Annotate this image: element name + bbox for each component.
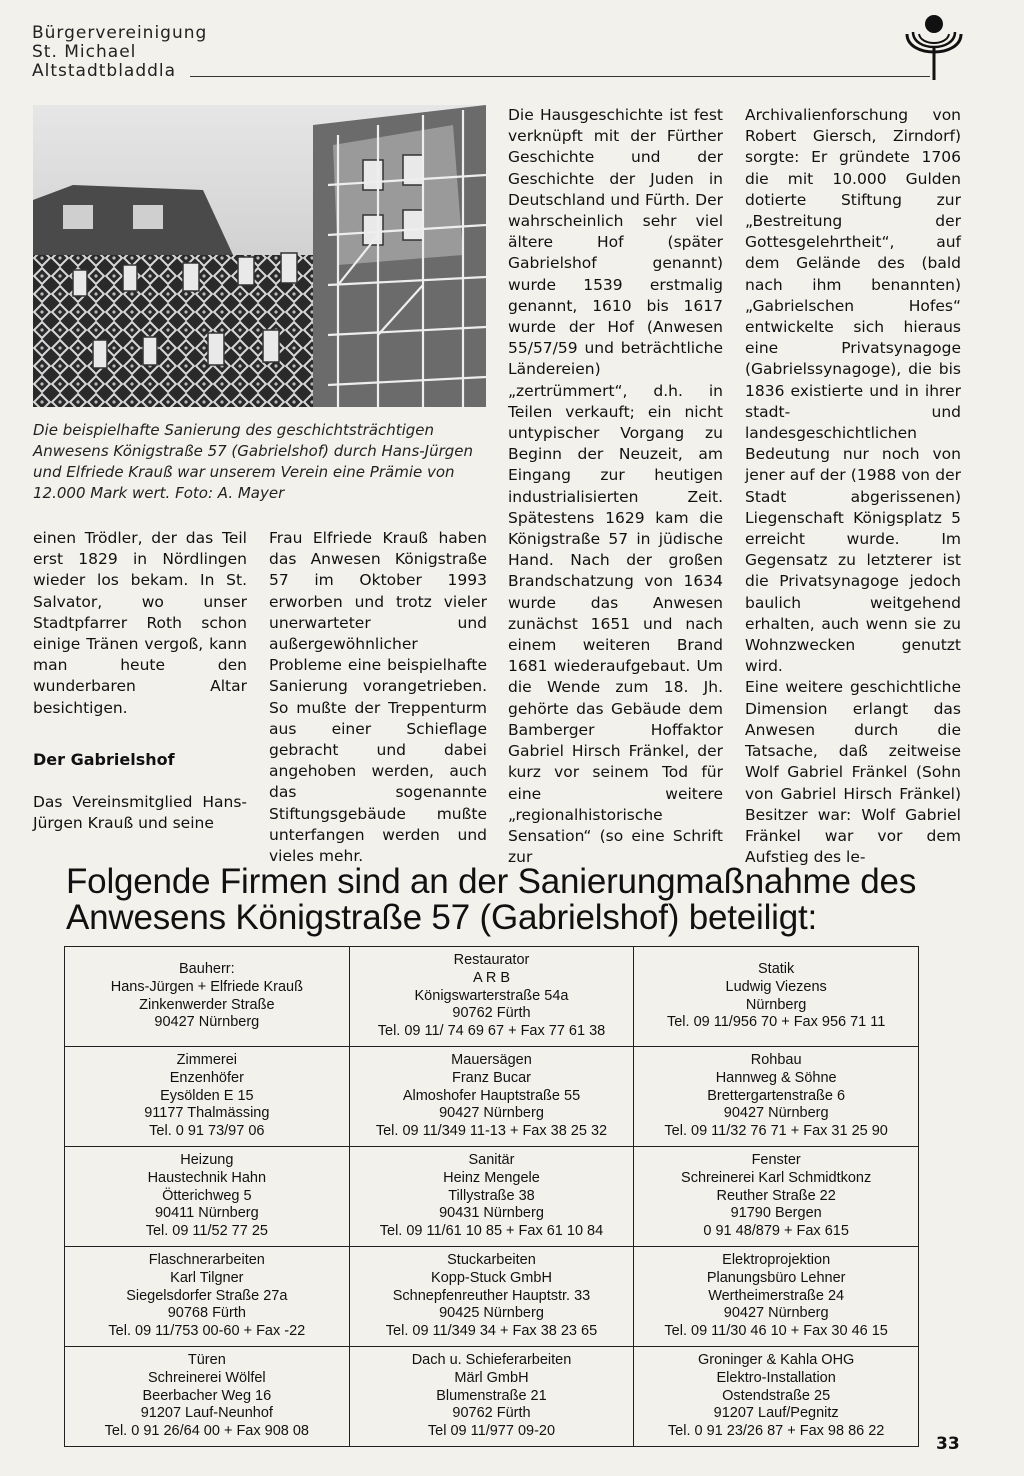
table-row xyxy=(65,1147,919,1247)
firm-line: Dach u. Schieferarbeiten xyxy=(411,1352,572,1368)
firm-line: Kopp-Stuck GmbH xyxy=(431,1269,552,1286)
firm-line: 90425 Nürnberg xyxy=(439,1305,544,1322)
firm-line: Flaschnerarbeiten xyxy=(148,1252,265,1268)
firm-line: Rohbau xyxy=(750,1052,802,1068)
paragraph: Archivalienforschung von Robert Giersch, Zirndorf) sorgte: Er gründete 1706 die mit 10.000 Gulden dotierte Stiftung zur „Bestreitung der Gottesgelehrtheit“, auf dem Gelände des (bald nach ihm benannten) „Gabrielschen Hofes“ entwickelte sich hieraus eine Privatsynagoge (Gabrielssynagoge), die bis 1836 existierte und in ihrer stadt- und landesgeschichtlichen Bedeutung nur noch von jener auf der (1988 von der Stadt abgerissenen) Liegenschaft Königsplatz 5 erreicht wurde. Im Gegensatz zu letzterer ist die Privatsynagoge jedoch baulich weitgehend erhalten, auch wenn sie zu Wohnzwecken genutzt wird. xyxy=(745,106,961,676)
firm-line: Siegelsdorfer Straße 27a xyxy=(126,1287,288,1304)
firm-line: Hannweg & Söhne xyxy=(715,1069,837,1086)
firm-cell xyxy=(349,1047,634,1147)
firm-line: 90762 Fürth xyxy=(452,1005,531,1022)
firm-line: Tel. 09 11/349 11-13 + Fax 38 25 32 xyxy=(375,1123,608,1140)
firm-line: Bauherr: xyxy=(179,960,235,977)
firm-line: Tel. 09 11/30 46 10 + Fax 30 46 15 xyxy=(664,1323,888,1340)
firm-line: Zinkenwerder Straße xyxy=(139,996,275,1013)
firm-cell xyxy=(349,1247,634,1347)
article-column-1 xyxy=(33,528,247,834)
firm-line: Tel. 09 11/ 74 69 67 + Fax 77 61 38 xyxy=(377,1023,606,1040)
org-name-line: Altstadtbladdla xyxy=(32,61,177,81)
table-row xyxy=(65,1247,919,1347)
firm-cell xyxy=(349,947,634,1047)
firm-line: Enzenhöfer xyxy=(169,1069,244,1086)
firm-line: Schnepfenreuther Hauptstr. 33 xyxy=(392,1287,591,1304)
firm-line: Schreinerei Karl Schmidtkonz xyxy=(681,1169,872,1186)
paragraph: Die Hausgeschichte ist fest verknüpft mit der Fürther Geschichte und der Geschichte der Juden in Deutschland und Fürth. Der wahrscheinlich sehr viel ältere Hof (später Gabrielshof genannt) wurde 1539 erstmalig genannt, 1610 bis 1617 wurde der Hof (Anwesen 55/57/59 und beträchtliche Ländereien) „zertrümmert“, d.h. in Teilen verkauft; ein nicht untypischer Vorgang zu Beginn der Neuzeit, am Eingang zur heutigen industrialisierten Zeit. Spätestens 1629 kam die Königstraße 57 in jüdische Hand. Nach der großen Brandschatzung von 1634 wurde das Anwesen zunächst 1651 und nach einem weiteren Brand 1681 wiederaufgebaut. Um die Wende zum 18. Jh. gehörte das Gebäude dem Bamberger Hoffaktor Gabriel Hirsch Fränkel, der kurz vor seinem Tod für eine weitere „regionalhistorische Sensation“ (so eine Schrift zur xyxy=(508,106,723,867)
firm-line: Statik xyxy=(758,960,795,977)
article-column-4 xyxy=(745,105,961,868)
table-row xyxy=(65,947,919,1047)
firm-line: Almoshofer Hauptstraße 55 xyxy=(402,1087,581,1104)
firms-headline: Folgende Firmen sind an der Sanierungmaßnahme des Anwesens Königstraße 57 (Gabrielshof) beteiligt: xyxy=(66,862,917,937)
firm-cell xyxy=(634,1047,919,1147)
firm-line: Tel. 09 11/61 10 85 + Fax 61 10 84 xyxy=(379,1223,604,1240)
header-rule xyxy=(190,76,930,77)
firm-line: 0 91 48/879 + Fax 615 xyxy=(703,1223,849,1240)
firm-line: Sanitär xyxy=(468,1152,515,1168)
firm-line: Tel. 0 91 73/97 06 xyxy=(149,1123,265,1140)
firm-line: Heinz Mengele xyxy=(443,1169,540,1186)
paragraph: Eine weitere geschichtliche Dimension erlangt das Anwesen durch die Tatsache, daß zeitweise Wolf Gabriel Fränkel (Sohn von Gabriel Hirsch Fränkel) Besitzer war: Wolf Gabriel Fränkel war vor dem Aufstieg des le- xyxy=(745,678,961,867)
firm-line: Stuckarbeiten xyxy=(447,1252,536,1268)
paragraph: Frau Elfriede Krauß haben das Anwesen Königstraße 57 im Oktober 1993 erworben und trotz vieler unerwarteter und außergewöhnlicher Probleme eine beispielhafte Sanierung vorangetrieben. So mußte der Treppenturm aus einer Schieflage gebracht und dabei angehoben werden, auch das sogenannte Stiftungsgebäude mußte unterfangen werden und vieles mehr. xyxy=(269,529,487,866)
firm-line: Ostendstraße 25 xyxy=(722,1387,831,1404)
firm-line: 90427 Nürnberg xyxy=(439,1105,544,1122)
firm-line: Märl GmbH xyxy=(454,1369,529,1386)
firm-line: 90427 Nürnberg xyxy=(723,1105,829,1122)
firm-line: Ludwig Viezens xyxy=(725,978,827,995)
firm-line: Tel. 09 11/349 34 + Fax 38 23 65 xyxy=(385,1323,598,1340)
firm-cell xyxy=(65,1047,350,1147)
firm-line: Ötterichweg 5 xyxy=(162,1187,252,1204)
firm-line: Beerbacher Weg 16 xyxy=(142,1387,272,1404)
section-heading: Der Gabrielshof xyxy=(33,749,175,769)
firm-line: Heizung xyxy=(180,1152,234,1168)
firm-line: Königswarterstraße 54a xyxy=(414,987,569,1004)
firm-line: Mauersägen xyxy=(451,1052,532,1068)
firm-cell xyxy=(634,1147,919,1247)
firm-line: 91790 Bergen xyxy=(730,1205,822,1222)
firm-line: Tel. 09 11/753 00-60 + Fax -22 xyxy=(108,1323,306,1340)
firm-line: Groninger & Kahla OHG xyxy=(697,1352,855,1368)
firm-cell xyxy=(65,947,350,1047)
firm-line: Türen xyxy=(187,1352,226,1368)
firm-line: Fenster xyxy=(751,1152,801,1168)
org-name-line: St. Michael xyxy=(32,42,137,62)
firm-line: Brettergartenstraße 6 xyxy=(707,1087,846,1104)
firm-cell xyxy=(349,1347,634,1447)
firm-line: Tel 09 11/977 09-20 xyxy=(427,1423,556,1440)
paragraph: Das Vereinsmitglied Hans-Jürgen Krauß und seine xyxy=(33,793,247,833)
firm-line: Tel. 09 11/32 76 71 + Fax 31 25 90 xyxy=(664,1123,888,1140)
association-logo xyxy=(903,10,965,82)
firm-line: Zimmerei xyxy=(176,1052,238,1068)
article-column-2 xyxy=(269,528,487,867)
firm-line: Franz Bucar xyxy=(451,1069,531,1086)
firm-line: Haustechnik Hahn xyxy=(147,1169,267,1186)
firm-line: 90427 Nürnberg xyxy=(723,1305,829,1322)
page-number: 33 xyxy=(936,1434,960,1454)
article-column-3 xyxy=(508,105,723,868)
firm-line: Reuther Straße 22 xyxy=(716,1187,836,1204)
firm-line: Planungsbüro Lehner xyxy=(706,1269,846,1286)
firm-line: 91207 Lauf-Neunhof xyxy=(140,1405,273,1422)
firms-table xyxy=(64,946,919,1447)
firm-line: 90411 Nürnberg xyxy=(154,1205,259,1222)
firm-cell xyxy=(65,1247,350,1347)
firm-line: Blumenstraße 21 xyxy=(436,1387,547,1404)
org-name-line: Bürgervereinigung xyxy=(32,23,208,43)
firm-line: A R B xyxy=(472,969,511,986)
firm-cell xyxy=(65,1147,350,1247)
firm-cell xyxy=(634,1247,919,1347)
firm-line: Restaurator xyxy=(453,952,530,968)
firm-line: Elektro-Installation xyxy=(716,1369,836,1386)
firm-line: 90431 Nürnberg xyxy=(439,1205,544,1222)
firm-line: Tel. 09 11/52 77 25 xyxy=(145,1223,268,1240)
table-row xyxy=(65,1347,919,1447)
firm-cell xyxy=(349,1147,634,1247)
firm-line: 91207 Lauf/Pegnitz xyxy=(713,1405,839,1422)
firm-line: 90427 Nürnberg xyxy=(154,1014,260,1031)
firm-cell xyxy=(634,947,919,1047)
firm-line: Karl Tilgner xyxy=(170,1269,244,1286)
firm-line: Schreinerei Wölfel xyxy=(147,1369,266,1386)
firm-line: Nürnberg xyxy=(745,996,807,1013)
firm-line: Wertheimerstraße 24 xyxy=(708,1287,845,1304)
house-photo xyxy=(33,105,486,407)
firm-cell xyxy=(65,1347,350,1447)
firm-line: 90768 Fürth xyxy=(167,1305,246,1322)
firm-line: Tillystraße 38 xyxy=(448,1187,535,1204)
firm-line: Tel. 09 11/956 70 + Fax 956 71 11 xyxy=(666,1014,886,1031)
firm-line: Tel. 0 91 23/26 87 + Fax 98 86 22 xyxy=(667,1423,885,1440)
firm-line: Hans-Jürgen + Elfriede Krauß xyxy=(110,978,303,995)
firm-line: 91177 Thalmässing xyxy=(144,1105,270,1122)
paragraph: einen Trödler, der das Teil erst 1829 in Nördlingen wieder los bekam. In St. Salvator, wo unser Stadtpfarrer Roth schon einige Tränen vergoß, kann man heute den wunderbaren Altar besichtigen. xyxy=(33,529,247,717)
masthead xyxy=(32,24,972,81)
firm-line: Tel. 0 91 26/64 00 + Fax 908 08 xyxy=(104,1423,309,1440)
firm-cell xyxy=(634,1347,919,1447)
table-row xyxy=(65,1047,919,1147)
firm-line: Elektroprojektion xyxy=(722,1252,831,1268)
photo-caption: Die beispielhafte Sanierung des geschichtsträchtigen Anwesens Königstraße 57 (Gabrielshof) durch Hans-Jürgen und Elfriede Krauß war unserem Verein eine Prämie von 12.000 Mark wert. Foto: A. Mayer xyxy=(33,421,474,502)
firm-line: 90762 Fürth xyxy=(452,1405,531,1422)
firm-line: Eysölden E 15 xyxy=(160,1087,254,1104)
